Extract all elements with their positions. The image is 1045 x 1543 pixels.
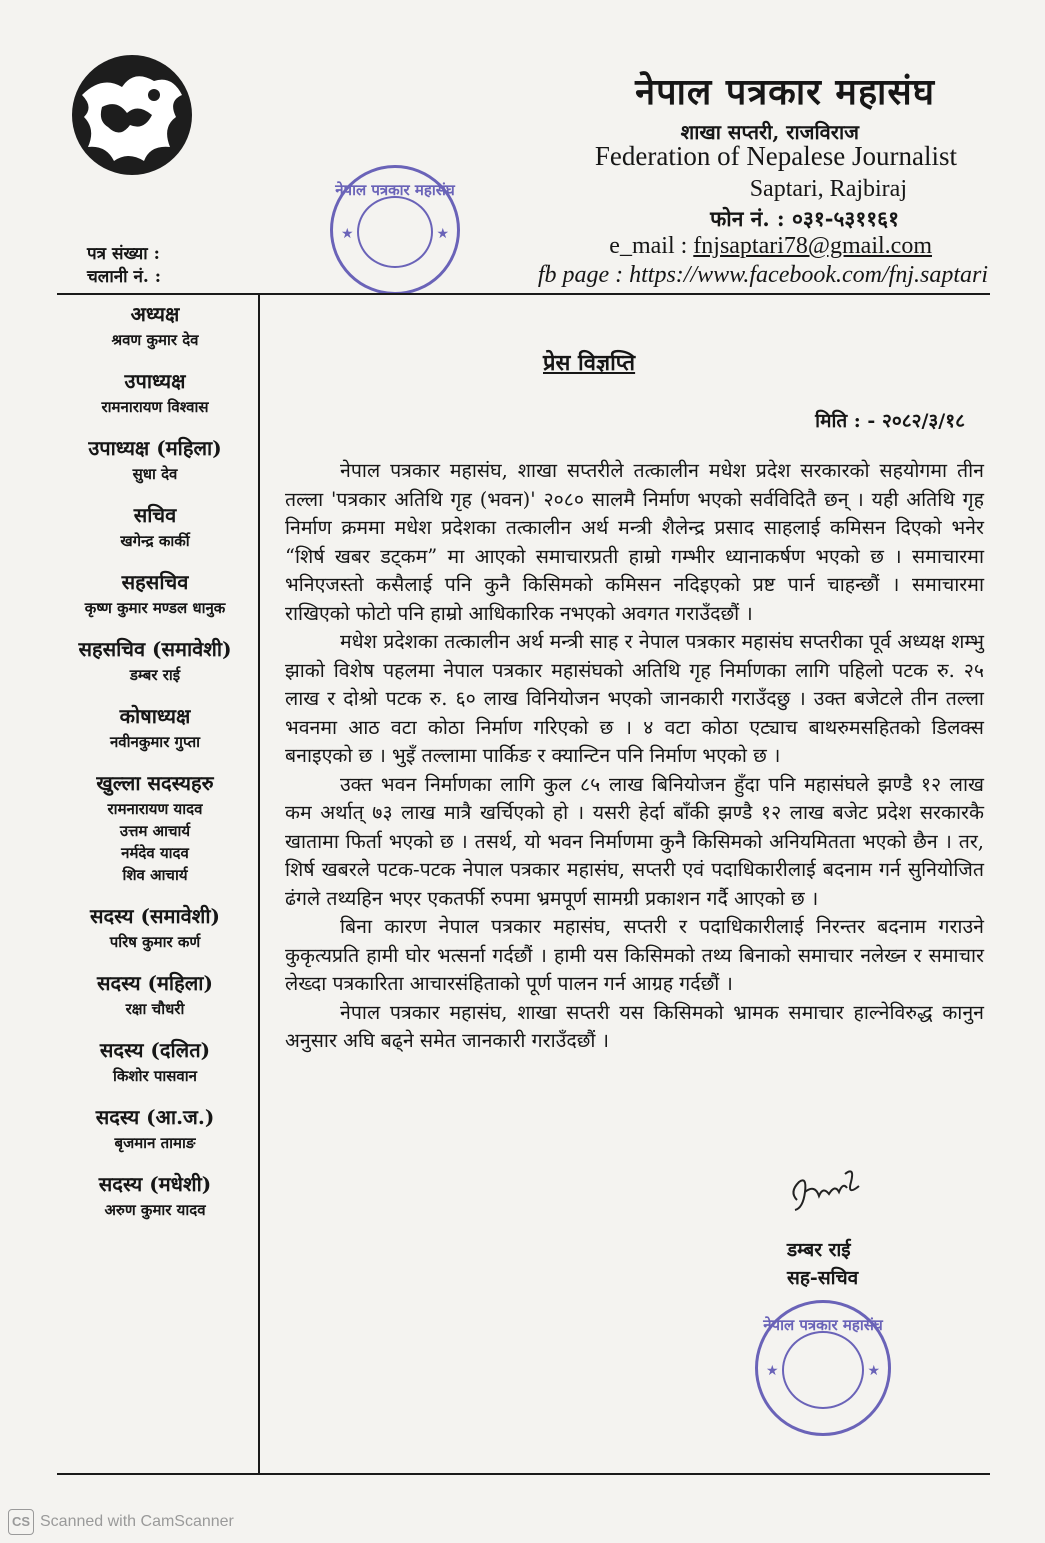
member-role: सहसचिव [121,570,189,594]
member-role: सदस्य (समावेशी) [90,904,220,928]
dispatch-number-label: चलानी नं. : [87,267,162,287]
committee-member [57,1103,253,1154]
organization-stamp-bottom [755,1300,891,1436]
facebook-label: fb page : [537,262,624,288]
stamp-ring-text: नेपाल पत्रकार महासंघ [763,1316,883,1334]
member-name: उत्तम आचार्य [119,822,191,840]
body-paragraph: उक्त भवन निर्माणका लागि कुल ८५ लाख बिनियोजन हुँदा पनि महासंघले झण्डै १२ लाख कम अर्थात् ७३ लाख मात्रै खर्चिएको हो । यसरी हेर्दा बाँकी झण्डै १२ लाख बजेट प्रदेश सरकारकै खातामा फिर्ता भएको छ । तसर्थ, यो भवन निर्माणमा कुनै किसिमको अनियमितता भएको छैन । तर, शिर्ष खबरले पटक-पटक नेपाल पत्रकार महासंघ, सप्तरी एवं पदाधिकारीलाई बदनाम गर्न सुनियोजित ढंगले तथ्यहिन भएर एकतर्फी रुपमा भ्रमपूर्ण सामग्री प्रकाशन गर्दै आएको छ । [285,772,984,910]
stamp-star-icon: ★ [867,1363,880,1379]
stamp-inner-ring [782,1331,864,1409]
date-label: मिति : - [815,410,876,432]
organization-name-nepali: नेपाल पत्रकार महासंघ [635,71,935,113]
committee-member [57,969,253,1020]
committee-member [57,1036,253,1087]
phone-line [710,205,899,233]
email-label: e_mail : [609,233,688,259]
signatory-name: डम्बर राई [787,1239,851,1261]
scanner-watermark [8,1509,234,1535]
member-name: डम्बर राई [129,666,181,684]
member-name: खगेन्द्र कार्की [120,532,190,550]
stamp-inner-ring [357,196,433,268]
member-name: कृष्ण कुमार मण्डल धानुक [84,599,226,617]
member-role: खुल्ला सदस्यहरु [96,771,214,795]
header-divider [57,293,990,295]
camscanner-logo-icon: CS [8,1509,34,1535]
body-paragraph: नेपाल पत्रकार महासंघ, शाखा सप्तरी यस किसिमको भ्रामक समाचार हाल्नेविरुद्ध कानुन अनुसार अघि बढ्ने समेत जानकारी गराउँदछौं । [285,1000,984,1052]
member-name: रामनारायण विश्वास [101,398,209,416]
committee-member [57,902,253,953]
body-paragraph: बिना कारण नेपाल पत्रकार महासंघ, सप्तरी र पदाधिकारीलाई निरन्तर बदनाम गराउने कुकृत्यप्रति हामी घोर भत्सर्ना गर्दछौं । हामी यस किसिमको तथ्य बिनाको समाचार नलेख्न र समाचार लेख्दा पत्रकारिता आचारसंहिताको पूर्ण पालन गर्न आग्रह गर्दछौं । [285,915,984,995]
member-name: शिव आचार्य [122,866,188,884]
facebook-line [538,262,988,289]
member-role: सदस्य (दलित) [99,1038,211,1062]
member-role: अध्यक्ष [130,302,180,326]
document-title: प्रेस विज्ञप्ति [543,350,636,376]
member-role: सदस्य (आ.ज.) [95,1105,215,1129]
member-role: कोषाध्यक्ष [119,704,191,728]
body-paragraph: मधेश प्रदेशका तत्कालीन अर्थ मन्त्री साह र नेपाल पत्रकार महासंघ सप्तरीका पूर्व अध्यक्ष शम्भु झाको विशेष पहलमा नेपाल पत्रकार महासंघको अतिथि गृह निर्माणका लागि पहिलो पटक रु. २५ लाख र दोश्रो पटक रु. ६० लाख विनियोजन भएको जानकारी गराउँदछु । उक्त बजेटले तीन तल्ला भवनमा आठ वटा कोठा निर्माण गरिएको छ । ४ वटा कोठा एट्याच बाथरुमसहितको डिलक्स बनाइएको छ । भुइँ तल्लामा पार्किङ र क्यान्टिन पनि निर्माण भएको छ । [285,630,984,767]
committee-member [57,769,253,886]
watermark-text: Scanned with CamScanner [40,1513,234,1530]
branch-name-english: Saptari, Rajbiraj [749,176,907,202]
committee-sidebar [57,300,253,1237]
member-name: किशोर पासवान [113,1067,197,1085]
committee-member [57,702,253,753]
committee-member [57,367,253,418]
committee-member [57,434,253,485]
facebook-url: https://www.facebook.com/fnj.saptari [629,262,988,288]
document-date [815,407,965,433]
committee-member [57,1170,253,1221]
organization-logo [72,55,192,175]
handwritten-signature [785,1162,865,1222]
member-name: श्रवण कुमार देव [111,331,199,349]
date-value: २०८२/३/१८ [881,410,965,432]
member-role: सदस्य (मधेशी) [98,1172,212,1196]
stamp-star-icon: ★ [341,226,354,242]
member-role: सदस्य (महिला) [97,971,213,995]
email-address: fnjsaptari78@gmail.com [693,233,932,259]
sidebar-divider [258,293,260,1474]
member-role: सचिव [133,503,177,527]
member-role: सहसचिव (समावेशी) [78,637,232,661]
committee-member [57,635,253,686]
email-line [609,233,932,260]
signatory-title: सह-सचिव [787,1267,859,1289]
committee-member [57,568,253,619]
member-name: नर्मदेव यादव [121,844,189,862]
body-paragraph: नेपाल पत्रकार महासंघ, शाखा सप्तरीले तत्कालीन मधेश प्रदेश सरकारको सहयोगमा तीन तल्ला 'पत्रकार अतिथि गृह (भवन)' २०८० सालमै निर्माण भएको सर्वविदितै छन् । यही अतिथि गृह निर्माण क्रममा मधेश प्रदेशका तत्कालीन अर्थ मन्त्री शैलेन्द्र प्रसाद साहलाई कमिसन दिएको भनेर “शिर्ष खबर डट्कम” मा आएको समाचारप्रती हाम्रो गम्भीर ध्यानाकर्षण भएको छ । समाचारमा भनिएजस्तो कसैलाई पनि कुनै किसिमको कमिसन नदिइएको प्रष्ट पार्न चाहन्छौं । समाचारमा राखिएको फोटो पनि हाम्रो आधिकारिक नभएको अवगत गराउँदछौं । [285,459,984,625]
organization-name-english: Federation of Nepalese Journalist [594,141,957,171]
member-role: उपाध्यक्ष [124,369,186,393]
press-release-body [285,457,984,1056]
member-name: सुधा देव [132,465,178,483]
branch-name-nepali: शाखा सप्तरी, राजविराज [680,120,859,144]
stamp-star-icon: ★ [436,226,449,242]
member-name: रामनारायण यादव [107,800,203,818]
footer-divider [57,1473,990,1475]
member-name: रक्षा चौधरी [125,1000,185,1018]
stamp-ring-text: नेपाल पत्रकार महासंघ [335,181,455,199]
committee-member [57,300,253,351]
member-name: परिष कुमार कर्ण [109,933,201,951]
member-name: बृजमान तामाङ [114,1134,196,1152]
member-name: नवीनकुमार गुप्ता [109,733,201,751]
member-name: अरुण कुमार यादव [104,1201,206,1219]
member-role: उपाध्यक्ष (महिला) [88,436,222,460]
phone-label: फोन नं. : [710,206,785,231]
phone-number: ०३१-५३११६१ [792,206,899,231]
letter-number-label: पत्र संख्या : [87,244,160,264]
committee-member [57,501,253,552]
organization-stamp-top [330,165,460,295]
stamp-star-icon: ★ [766,1363,779,1379]
